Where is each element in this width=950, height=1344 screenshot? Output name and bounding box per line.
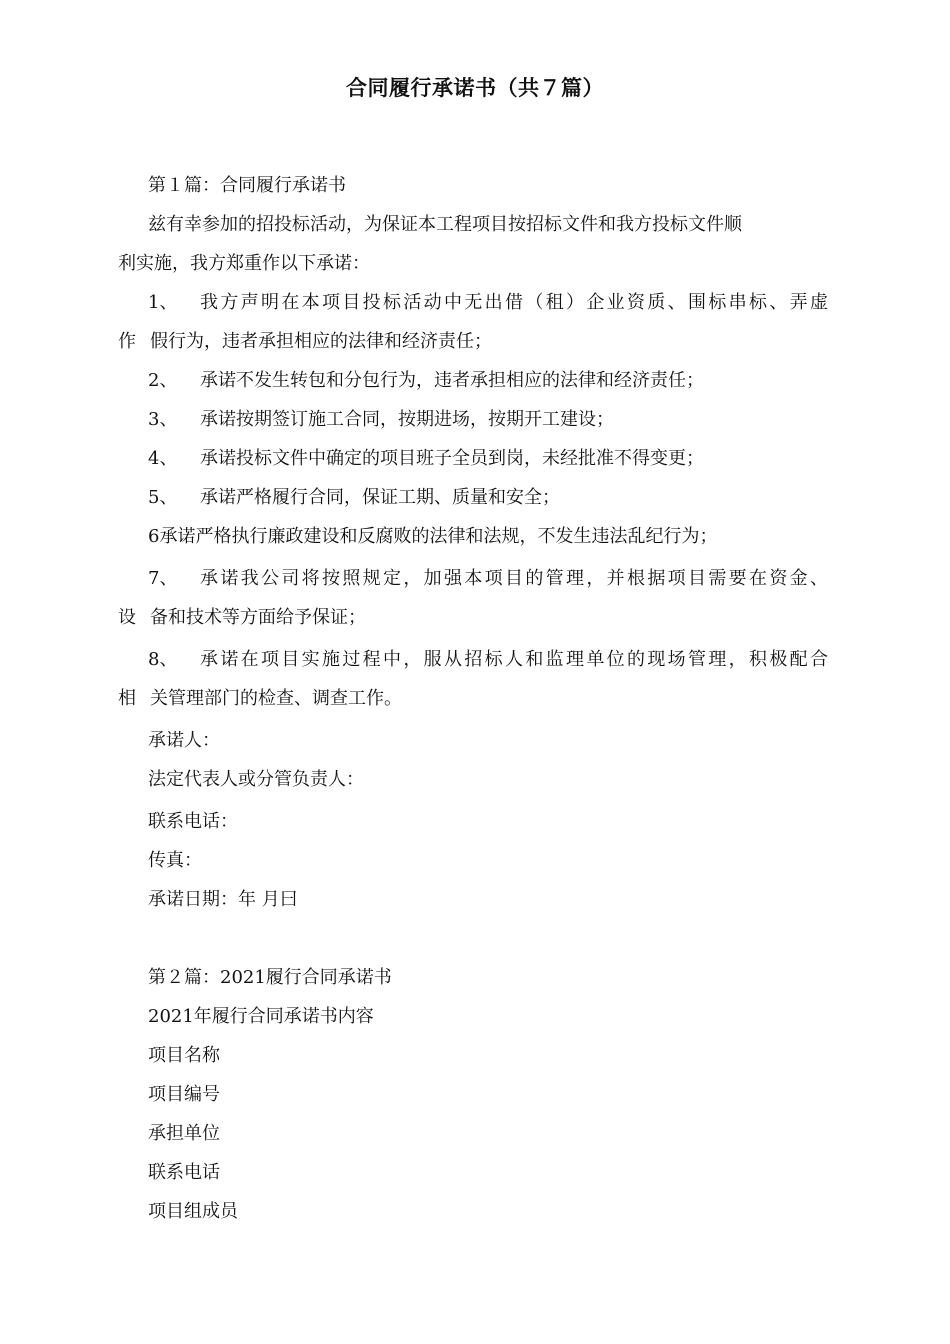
project-members-label: 项目组成员 <box>148 1201 238 1222</box>
section2-line: 2021年履行合同承诺书内容 <box>148 1006 374 1027</box>
item-number: 2、 <box>148 370 178 391</box>
item-text: 承诺严格履行合同，保证工期、质量和安全； <box>200 487 560 508</box>
item-number: 1、 <box>148 292 178 313</box>
item-text: 承诺我公司将按照规定，加强本项目的管理，并根据项目需要在资金、 <box>200 568 828 589</box>
section2-heading: 第２篇：2021履行合同承诺书 <box>148 967 392 988</box>
contact-phone-label: 联系电话 <box>148 1162 220 1183</box>
project-number-label: 项目编号 <box>148 1084 220 1105</box>
item-number: 7、 <box>148 568 178 589</box>
item-number: 8、 <box>148 649 178 670</box>
item-text: 承诺按期签订施工合同，按期进场，按期开工建设； <box>200 409 614 430</box>
item-lead-char: 相 <box>118 688 136 709</box>
fax-label: 传真： <box>148 850 202 871</box>
item-continuation: 备和技术等方面给予保证； <box>150 607 366 628</box>
item-text: 承诺投标文件中确定的项目班子全员到岗，未经批准不得变更； <box>200 448 704 469</box>
item-number: 5、 <box>148 487 178 508</box>
item-text: 承诺不发生转包和分包行为，违者承担相应的法律和经济责任； <box>200 370 704 391</box>
commitment-date-label: 承诺日期：年 月曰 <box>148 889 298 910</box>
item-lead-char: 作 <box>118 331 136 352</box>
project-name-label: 项目名称 <box>148 1045 220 1066</box>
item-lead-char: 设 <box>118 607 136 628</box>
item-text: 承诺在项目实施过程中，服从招标人和监理单位的现场管理，积极配合 <box>200 649 828 670</box>
item-text: 我方声明在本项目投标活动中无出借（租）企业资质、围标串标、弄虚 <box>200 292 828 313</box>
signatory-label: 承诺人： <box>148 730 220 751</box>
item-continuation: 关管理部门的检查、调查工作。 <box>150 688 402 709</box>
item-number: 4、 <box>148 448 178 469</box>
legal-representative-label: 法定代表人或分管负责人： <box>148 769 364 790</box>
undertaking-unit-label: 承担单位 <box>148 1123 220 1144</box>
list-item: 6承诺严格执行廉政建设和反腐败的法律和法规，不发生违法乱纪行为； <box>148 526 718 547</box>
item-continuation: 假行为，违者承担相应的法律和经济责任； <box>150 331 492 352</box>
section1-heading: 第１篇：合同履行承诺书 <box>148 175 346 196</box>
contact-phone-label: 联系电话： <box>148 811 238 832</box>
document-title: 合同履行承诺书（共７篇） <box>346 76 604 100</box>
section1-intro-line1: 兹有幸参加的招投标活动，为保证本工程项目按招标文件和我方投标文件顺 <box>148 214 742 235</box>
section1-intro-line2: 利实施，我方郑重作以下承诺： <box>118 253 370 274</box>
item-number: 3、 <box>148 409 178 430</box>
